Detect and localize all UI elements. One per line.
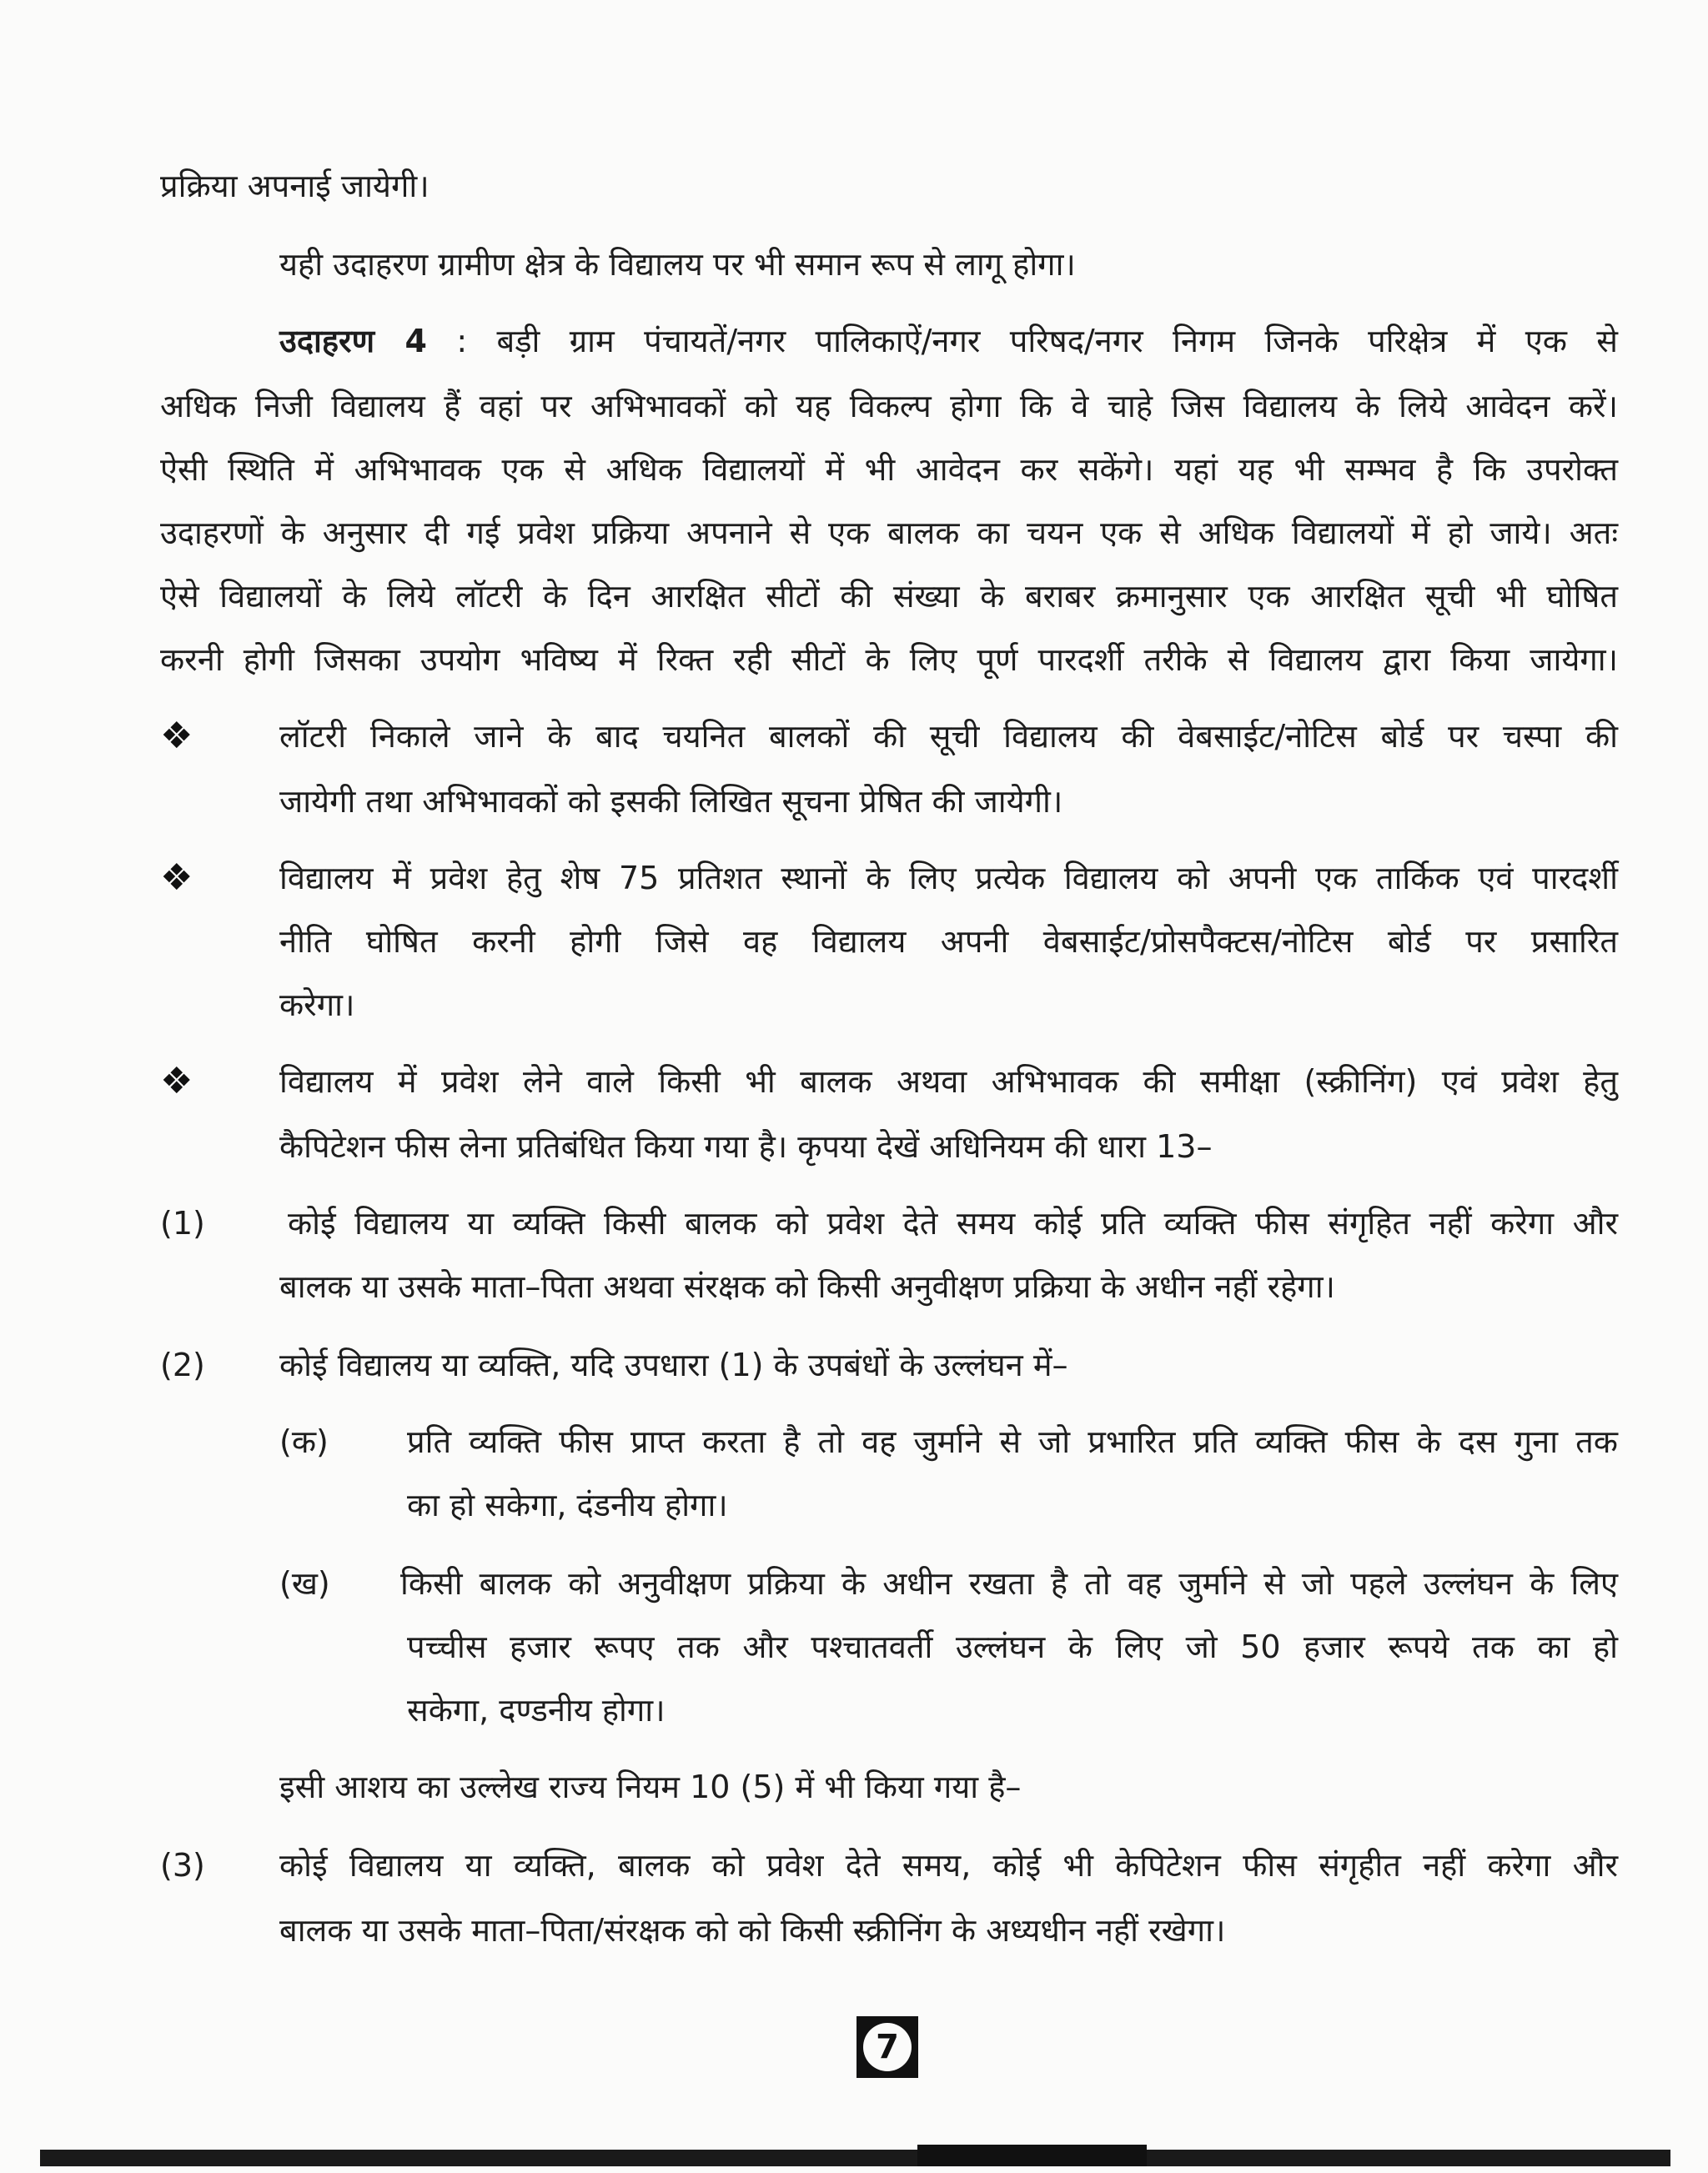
paragraph-line: अधिक निजी विद्यालय हैं वहां पर अभिभावकों को यह विकल्प होगा कि वे चाहे जिस विद्यालय के लिये आवेदन करें।: [160, 388, 1618, 424]
paragraph-line: ऐसे विद्यालयों के लिये लॉटरी के दिन आरक्षित सीटों की संख्या के बराबर क्रमानुसार एक आरक्षित सूची भी घोषित: [160, 578, 1618, 615]
subclause-line: सकेगा, दण्डनीय होगा।: [407, 1692, 666, 1729]
paragraph-line: ऐसी स्थिति में अभिभावक एक से अधिक विद्यालयों में भी आवेदन कर सकेंगे। यहां यह भी सम्भव है कि उपरोक्त: [160, 451, 1618, 488]
page-number: 7: [863, 2023, 912, 2071]
subclause-line: किसी बालक को अनुवीक्षण प्रक्रिया के अधीन रखता है तो वह जुर्माने से जो पहले उल्लंघन के लिए: [400, 1565, 1618, 1602]
example-4-text: : बड़ी ग्राम पंचायतें/नगर पालिकाऐं/नगर परिषद/नगर निगम जिनके परिक्षेत्र में एक से: [456, 323, 1618, 359]
example-4-heading-line: [279, 320, 1618, 362]
paragraph-line: उदाहरणों के अनुसार दी गई प्रवेश प्रक्रिया अपनाने से एक बालक का चयन एक से अधिक विद्यालयों में हो जाये। अतः: [160, 514, 1618, 551]
bullet-line: विद्यालय में प्रवेश लेने वाले किसी भी बालक अथवा अभिभावक की समीक्षा (स्क्रीनिंग) एवं प्रवेश हेतु: [279, 1063, 1618, 1100]
paragraph-line: करनी होगी जिसका उपयोग भविष्य में रिक्त रही सीटों के लिए पूर्ण पारदर्शी तरीके से विद्यालय द्वारा किया जायेगा।: [160, 641, 1618, 678]
clause-line: बालक या उसके माता–पिता अथवा संरक्षक को किसी अनुवीक्षण प्रक्रिया के अधीन नहीं रहेगा।: [279, 1268, 1335, 1305]
paragraph-line: यही उदाहरण ग्रामीण क्षेत्र के विद्यालय पर भी समान रूप से लागू होगा।: [279, 246, 1076, 283]
subclause-marker: (ख): [279, 1565, 330, 1602]
subclause-line: प्रति व्यक्ति फीस प्राप्त करता है तो वह जुर्माने से जो प्रभारित प्रति व्यक्ति फीस के दस गुना तक: [407, 1423, 1618, 1460]
bullet-icon: ❖: [160, 715, 193, 757]
bullet-line: करेगा।: [279, 986, 355, 1023]
bullet-line: नीति घोषित करनी होगी जिसे वह विद्यालय अपनी वेबसाईट/प्रोसपैक्टस/नोटिस बोर्ड पर प्रसारित: [279, 923, 1618, 960]
clause-number: (2): [160, 1347, 205, 1383]
bullet-line: कैपिटेशन फीस लेना प्रतिबंधित किया गया है। कृपया देखें अधिनियम की धारा 13–: [279, 1128, 1213, 1165]
subclause-line: पच्चीस हजार रूपए तक और पश्चातवर्ती उल्लंघन के लिए जो 50 हजार रूपये तक का हो: [407, 1628, 1618, 1665]
clause-line: बालक या उसके माता–पिता/संरक्षक को को किसी स्क्रीनिंग के अध्यधीन नहीं रखेगा।: [279, 1912, 1226, 1949]
footer-rule: [40, 2150, 1670, 2166]
paragraph-line: प्रक्रिया अपनाई जायेगी।: [160, 168, 430, 204]
bullet-line: जायेगी तथा अभिभावकों को इसकी लिखित सूचना प्रेषित की जायेगी।: [279, 783, 1063, 820]
subclause-marker: (क): [279, 1423, 329, 1460]
bullet-line: विद्यालय में प्रवेश हेतु शेष 75 प्रतिशत स्थानों के लिए प्रत्येक विद्यालय को अपनी एक तार्किक एवं पारदर्शी: [279, 860, 1618, 896]
bullet-icon: ❖: [160, 1060, 193, 1102]
bullet-line: लॉटरी निकाले जाने के बाद चयनित बालकों की सूची विद्यालय की वेबसाईट/नोटिस बोर्ड पर चस्पा की: [279, 718, 1618, 755]
subclause-line: का हो सकेगा, दंडनीय होगा।: [407, 1487, 728, 1523]
example-4-label: उदाहरण 4: [279, 323, 427, 359]
clause-line: कोई विद्यालय या व्यक्ति, यदि उपधारा (1) के उपबंधों के उल्लंघन में–: [279, 1347, 1068, 1383]
clause-line: कोई विद्यालय या व्यक्ति किसी बालक को प्रवेश देते समय कोई प्रति व्यक्ति फीस संगृहित नहीं करेगा और: [288, 1205, 1618, 1242]
page-number-badge: [857, 2016, 918, 2078]
clause-number: (1): [160, 1205, 205, 1242]
paragraph-line: इसी आशय का उल्लेख राज्य नियम 10 (5) में भी किया गया है–: [279, 1769, 1022, 1805]
footer-rule-accent: [917, 2145, 1147, 2166]
clause-line: कोई विद्यालय या व्यक्ति, बालक को प्रवेश देते समय, कोई भी केपिटेशन फीस संगृहीत नहीं करेगा और: [279, 1847, 1618, 1884]
bullet-icon: ❖: [160, 856, 193, 899]
clause-number: (3): [160, 1847, 205, 1884]
